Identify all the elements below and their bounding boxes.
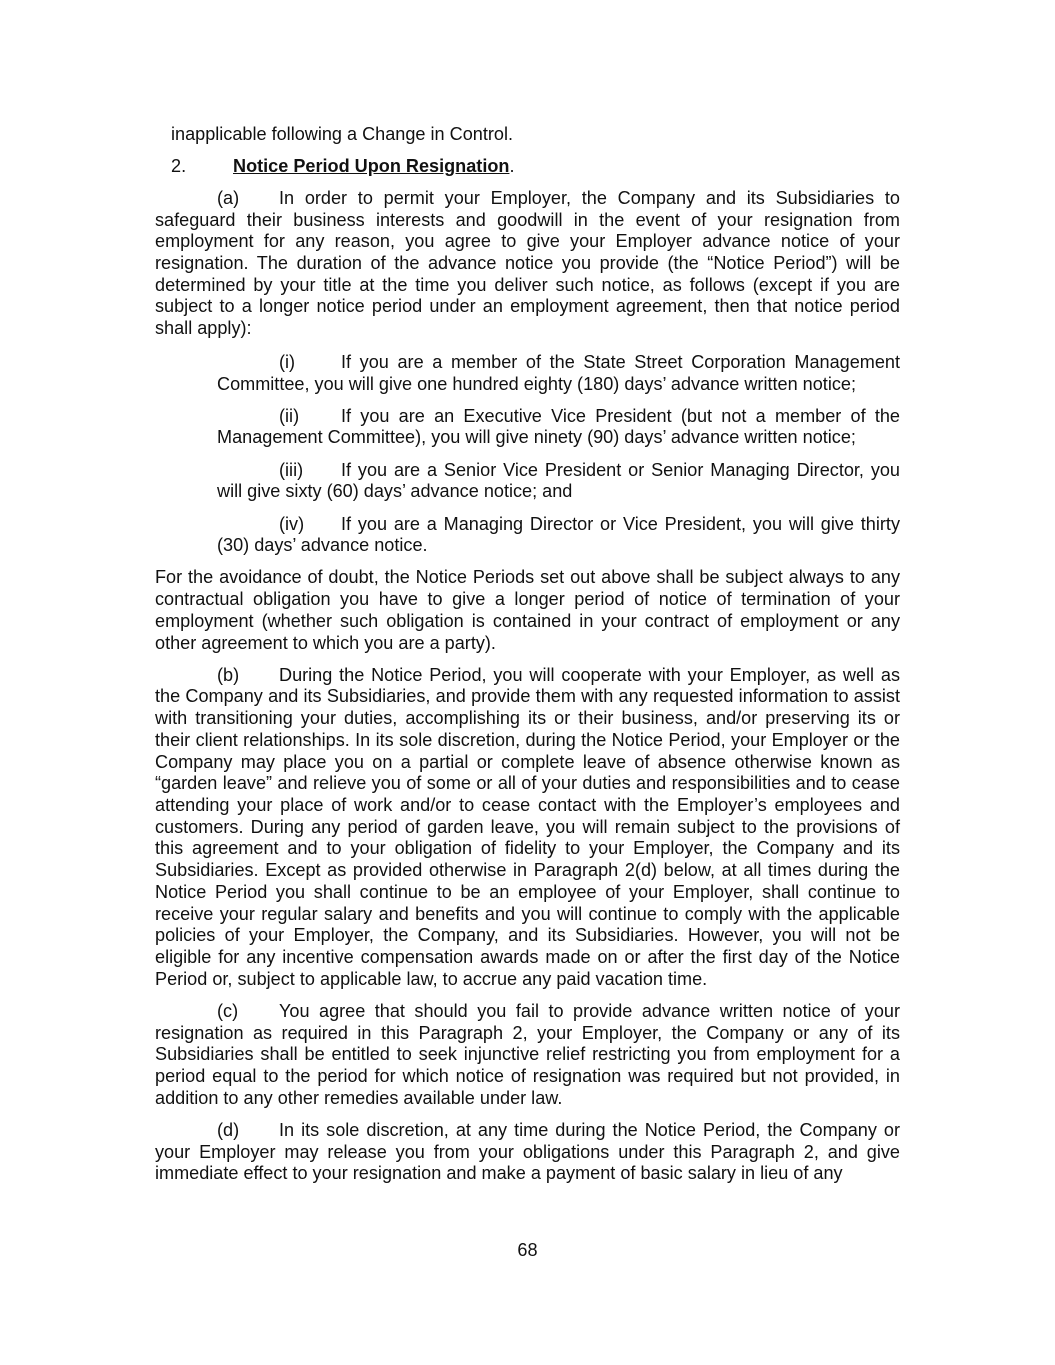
paragraph-b	[155, 665, 900, 991]
list-item-ii-label: (ii)	[279, 405, 300, 426]
list-item-iii-label: (iii)	[279, 459, 304, 480]
list-item-iii	[217, 460, 900, 503]
paragraph-c-label: (c)	[217, 1000, 239, 1021]
list-item-iii-text: If you are a Senior Vice President or Senior Managing Director, you will give sixty (60) days’ advance notice; and	[217, 459, 900, 502]
section-title-period: .	[509, 155, 515, 176]
document-body	[155, 124, 900, 1185]
paragraph-a-text: In order to permit your Employer, the Company and its Subsidiaries to safeguard their business interests and goodwill in the event of your resignation from employment for any reason, you agree to give your Employer advance notice of your resignation. The duration of the advance notice you provide (the “Notice Period”) will be determined by your title at the time you deliver such notice, as follows (except if you are subject to a longer notice period under an employment agreement, then that notice period shall apply):	[155, 187, 900, 339]
paragraph-d-label: (d)	[217, 1119, 240, 1140]
list-item-iv-text: If you are a Managing Director or Vice President, you will give thirty (30) days’ advance notice.	[217, 513, 900, 556]
list-item-ii-text: If you are an Executive Vice President (but not a member of the Management Committee), you will give ninety (90) days’ advance written notice;	[217, 405, 900, 448]
paragraph-a-label: (a)	[217, 187, 240, 208]
paragraph-d-text: In its sole discretion, at any time during the Notice Period, the Company or your Employer may release you from your obligations under this Paragraph 2, and give immediate effect to your resignation and make a payment of basic salary in lieu of any	[155, 1119, 900, 1184]
paragraph-b-label: (b)	[217, 664, 240, 685]
paragraph-c-text: You agree that should you fail to provide advance written notice of your resignation as required in this Paragraph 2, your Employer, the Company or any of its Subsidiaries shall be entitled to seek injunctive relief restricting you from employment for a period equal to the period for which notice of resignation was required but not provided, in addition to any other remedies available under law.	[155, 1000, 900, 1108]
paragraph-a	[155, 188, 900, 340]
continuation-line: inapplicable following a Change in Control.	[171, 124, 513, 144]
list-item-ii	[217, 406, 900, 449]
section-title: Notice Period Upon Resignation	[233, 155, 510, 176]
paragraph-b-text: During the Notice Period, you will cooperate with your Employer, as well as the Company and its Subsidiaries, and provide them with any requested information to assist with transitioning your duties, accomplishing its or their business, and/or preserving its or their client relationships. In its sole discretion, during the Notice Period, your Employer or the Company may place you on a partial or complete leave of absence otherwise known as “garden leave” and relieve you of some or all of your duties and responsibilities and to cease attending your place of work and/or to cease contact with the Employer’s employees and customers. During any period of garden leave, you will remain subject to the provisions of this agreement and to your obligation of fidelity to your Employer, the Company and its Subsidiaries. Except as provided otherwise in Paragraph 2(d) below, at all times during the Notice Period you shall continue to be an employee of your Employer, shall continue to receive your regular salary and benefits and you will continue to comply with the applicable policies of your Employer, the Company, and its Subsidiaries. However, you will not be eligible for any incentive compensation awards made on or after the first day of the Notice Period or, subject to applicable law, to accrue any paid vacation time.	[155, 664, 900, 989]
paragraph-c	[155, 1001, 900, 1110]
section-heading	[171, 156, 900, 178]
list-item-iv-label: (iv)	[279, 513, 305, 534]
list-item-i-label: (i)	[279, 351, 296, 372]
paragraph-d	[155, 1120, 900, 1185]
list-item-i-text: If you are a member of the State Street Corporation Management Committee, you will give one hundred eighty (180) days’ advance written notice;	[217, 351, 900, 394]
list-item-i	[217, 352, 900, 395]
list-item-iv	[217, 514, 900, 557]
page-number: 68	[517, 1240, 538, 1260]
avoidance-paragraph: For the avoidance of doubt, the Notice Periods set out above shall be subject always to any contractual obligation you have to give a longer period of notice of termination of your employment (whether such obligation is contained in your contract of employment or any other agreement to which you are a party).	[155, 567, 900, 653]
section-number: 2.	[171, 155, 187, 176]
